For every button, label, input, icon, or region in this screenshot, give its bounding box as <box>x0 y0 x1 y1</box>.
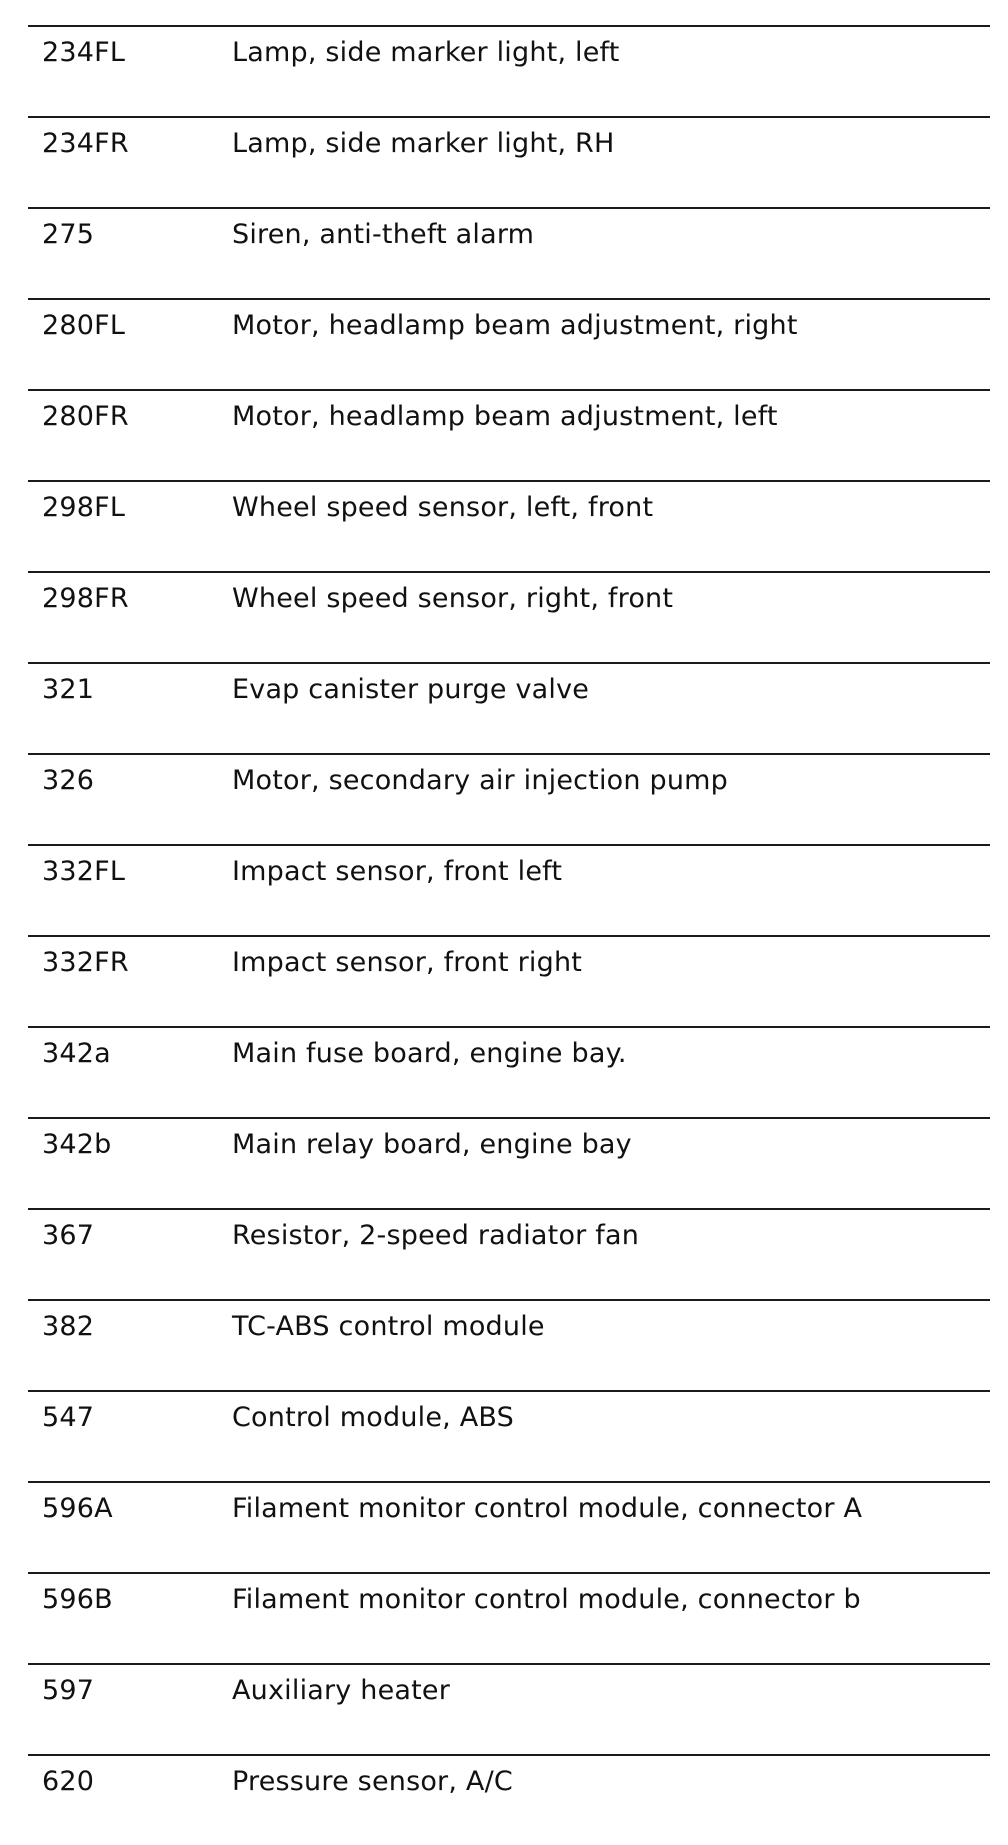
component-description: Motor, headlamp beam adjustment, right <box>232 310 798 341</box>
component-code: 234FR <box>42 128 129 159</box>
component-code: 382 <box>42 1311 95 1342</box>
component-code: 234FL <box>42 37 126 68</box>
component-code: 280FL <box>42 310 126 341</box>
component-code: 332FL <box>42 856 126 887</box>
table-row <box>28 116 990 207</box>
component-code: 342b <box>42 1129 112 1160</box>
table-row <box>28 935 990 1026</box>
component-code: 342a <box>42 1038 111 1069</box>
component-description: Motor, headlamp beam adjustment, left <box>232 401 778 432</box>
table-row <box>28 298 990 389</box>
table-row <box>28 844 990 935</box>
table-row <box>28 1026 990 1117</box>
component-description: Auxiliary heater <box>232 1675 451 1706</box>
component-code: 620 <box>42 1766 95 1797</box>
component-description: Main fuse board, engine bay. <box>232 1038 627 1069</box>
component-description: Pressure sensor, A/C <box>232 1766 513 1797</box>
component-description: Filament monitor control module, connector A <box>232 1493 863 1524</box>
table-row <box>28 1208 990 1299</box>
component-description: Lamp, side marker light, RH <box>232 128 615 159</box>
table-row <box>28 207 990 298</box>
table-row <box>28 1754 990 1845</box>
component-description: Wheel speed sensor, right, front <box>232 583 674 614</box>
component-description: Siren, anti-theft alarm <box>232 219 535 250</box>
table-row <box>28 571 990 662</box>
table-row <box>28 662 990 753</box>
table-row <box>28 1663 990 1754</box>
table-row <box>28 1299 990 1390</box>
component-description: Impact sensor, front right <box>232 947 583 978</box>
component-description: Motor, secondary air injection pump <box>232 765 728 796</box>
component-code: 298FL <box>42 492 126 523</box>
component-description: TC-ABS control module <box>232 1311 545 1342</box>
component-code: 367 <box>42 1220 95 1251</box>
table-row <box>28 1117 990 1208</box>
component-description: Wheel speed sensor, left, front <box>232 492 654 523</box>
component-code: 596A <box>42 1493 113 1524</box>
component-description: Resistor, 2-speed radiator fan <box>232 1220 640 1251</box>
component-code: 275 <box>42 219 95 250</box>
component-description: Impact sensor, front left <box>232 856 563 887</box>
table-row <box>28 480 990 571</box>
table-row <box>28 1481 990 1572</box>
component-description: Control module, ABS <box>232 1402 514 1433</box>
table-row <box>28 753 990 844</box>
component-description: Evap canister purge valve <box>232 674 590 705</box>
component-code: 321 <box>42 674 95 705</box>
component-description: Filament monitor control module, connector b <box>232 1584 861 1615</box>
component-code: 596B <box>42 1584 113 1615</box>
table-row <box>28 25 990 116</box>
component-description: Lamp, side marker light, left <box>232 37 620 68</box>
component-code: 597 <box>42 1675 95 1706</box>
table-row <box>28 389 990 480</box>
component-code: 332FR <box>42 947 129 978</box>
component-table <box>28 25 990 1845</box>
component-code: 547 <box>42 1402 95 1433</box>
table-row <box>28 1572 990 1663</box>
component-code: 326 <box>42 765 95 796</box>
component-description: Main relay board, engine bay <box>232 1129 632 1160</box>
table-row <box>28 1390 990 1481</box>
component-code: 280FR <box>42 401 129 432</box>
component-code: 298FR <box>42 583 129 614</box>
